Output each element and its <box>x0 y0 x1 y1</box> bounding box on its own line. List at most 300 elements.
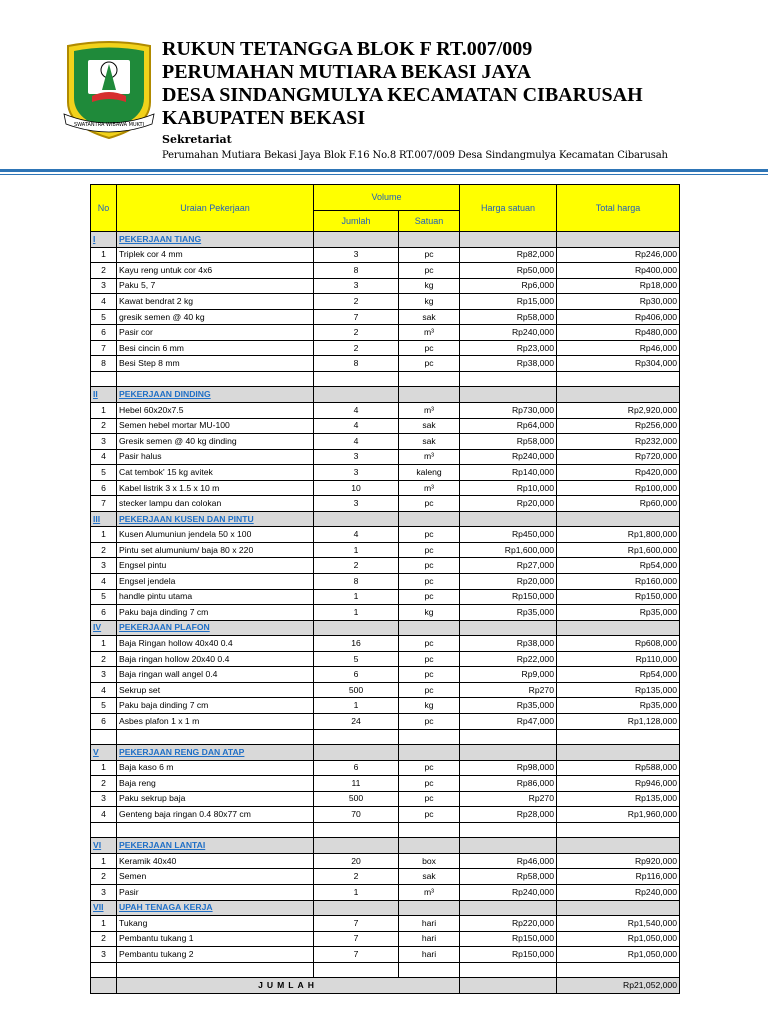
cell-total-harga: Rp720,000 <box>557 449 680 465</box>
cell-uraian: Semen hebel mortar MU-100 <box>117 418 314 434</box>
table-row <box>91 791 680 807</box>
cell-no: 2 <box>91 651 117 667</box>
cell-total-harga: Rp406,000 <box>557 309 680 325</box>
cell-uraian: Paku 5, 7 <box>117 278 314 294</box>
cell-jumlah: 8 <box>314 574 399 590</box>
table-row <box>91 869 680 885</box>
cell-uraian: Pembantu tukang 1 <box>117 931 314 947</box>
cell-no: 6 <box>91 325 117 341</box>
cell-satuan: kg <box>399 605 460 621</box>
table-row <box>91 853 680 869</box>
total-label: JUMLAH <box>117 978 460 994</box>
section-row <box>91 232 680 248</box>
cell-total-harga: Rp232,000 <box>557 434 680 450</box>
cell-harga-satuan: Rp35,000 <box>460 605 557 621</box>
cell-jumlah <box>314 838 399 854</box>
cell-total-harga: Rp150,000 <box>557 589 680 605</box>
cell-jumlah <box>314 371 399 387</box>
cell-total-harga: Rp256,000 <box>557 418 680 434</box>
cell-jumlah: 4 <box>314 434 399 450</box>
cell-total-harga: Rp18,000 <box>557 278 680 294</box>
cell-uraian: Semen <box>117 869 314 885</box>
table-row <box>91 667 680 683</box>
letterhead-title-line-3: DESA SINDANGMULYA KECAMATAN CIBARUSAH <box>162 84 643 106</box>
cell-harga-satuan: Rp730,000 <box>460 403 557 419</box>
cell-harga-satuan <box>460 232 557 248</box>
cell-total-harga: Rp1,600,000 <box>557 542 680 558</box>
cell-jumlah <box>314 511 399 527</box>
cell-jumlah: 70 <box>314 807 399 823</box>
cell-harga-satuan: Rp140,000 <box>460 465 557 481</box>
table-row <box>91 574 680 590</box>
cell-harga-satuan: Rp10,000 <box>460 480 557 496</box>
cell-harga-satuan: Rp240,000 <box>460 884 557 900</box>
svg-text:SWATANTRA WIBAWA MUKTI: SWATANTRA WIBAWA MUKTI <box>73 122 145 128</box>
cell-satuan <box>399 511 460 527</box>
cell-total-harga <box>557 900 680 916</box>
cell-jumlah <box>314 232 399 248</box>
cell-harga-satuan: Rp220,000 <box>460 916 557 932</box>
cell-satuan: hari <box>399 916 460 932</box>
cell-jumlah: 6 <box>314 760 399 776</box>
cell-harga-satuan: Rp240,000 <box>460 449 557 465</box>
total-row-no <box>91 978 117 994</box>
table-row <box>91 356 680 372</box>
cell-satuan: sak <box>399 434 460 450</box>
cell-total-harga: Rp946,000 <box>557 776 680 792</box>
cell-uraian: Sekrup set <box>117 682 314 698</box>
table-row <box>91 807 680 823</box>
cell-uraian: Besi Step 8 mm <box>117 356 314 372</box>
cell-satuan <box>399 962 460 978</box>
table-header-row <box>91 185 680 211</box>
table-row <box>91 480 680 496</box>
cell-satuan: kg <box>399 698 460 714</box>
table-row <box>91 340 680 356</box>
cell-satuan <box>399 729 460 745</box>
cell-harga-satuan: Rp450,000 <box>460 527 557 543</box>
section-number: V <box>91 745 117 761</box>
table-row <box>91 527 680 543</box>
cell-harga-satuan: Rp47,000 <box>460 713 557 729</box>
cell-uraian: Baja ringan wall angel 0.4 <box>117 667 314 683</box>
cell-total-harga <box>557 729 680 745</box>
cell-no: 2 <box>91 263 117 279</box>
table-row <box>91 263 680 279</box>
cell-uraian: Keramik 40x40 <box>117 853 314 869</box>
cell-satuan: pc <box>399 340 460 356</box>
cell-satuan: hari <box>399 931 460 947</box>
cell-harga-satuan <box>460 822 557 838</box>
cell-no: 2 <box>91 542 117 558</box>
cell-uraian <box>117 371 314 387</box>
cell-total-harga <box>557 232 680 248</box>
table-row <box>91 309 680 325</box>
bekasi-regency-emblem-icon <box>62 40 156 140</box>
cell-no: 6 <box>91 605 117 621</box>
cell-no <box>91 371 117 387</box>
table-row <box>91 465 680 481</box>
cell-no: 7 <box>91 496 117 512</box>
cell-no: 3 <box>91 947 117 963</box>
cell-satuan <box>399 620 460 636</box>
col-header-satuan: Satuan <box>399 211 460 232</box>
table-row <box>91 636 680 652</box>
cell-jumlah: 2 <box>314 558 399 574</box>
cell-harga-satuan: Rp38,000 <box>460 356 557 372</box>
cell-jumlah: 8 <box>314 356 399 372</box>
cell-total-harga <box>557 371 680 387</box>
cell-harga-satuan <box>460 838 557 854</box>
cell-total-harga: Rp1,540,000 <box>557 916 680 932</box>
cell-harga-satuan: Rp82,000 <box>460 247 557 263</box>
cell-uraian: Kawat bendrat 2 kg <box>117 294 314 310</box>
cell-no: 1 <box>91 527 117 543</box>
table-row <box>91 760 680 776</box>
cell-harga-satuan: Rp6,000 <box>460 278 557 294</box>
section-row <box>91 838 680 854</box>
cell-harga-satuan: Rp46,000 <box>460 853 557 869</box>
section-title: PEKERJAAN TIANG <box>117 232 314 248</box>
cell-uraian: Hebel 60x20x7.5 <box>117 403 314 419</box>
cell-total-harga <box>557 745 680 761</box>
cell-no: 4 <box>91 449 117 465</box>
section-row <box>91 745 680 761</box>
cell-no: 7 <box>91 340 117 356</box>
cell-total-harga: Rp588,000 <box>557 760 680 776</box>
cell-harga-satuan: Rp150,000 <box>460 947 557 963</box>
letterhead-rule-thin <box>0 174 768 175</box>
cell-jumlah: 24 <box>314 713 399 729</box>
col-header-uraian: Uraian Pekerjaan <box>117 185 314 232</box>
col-header-volume: Volume <box>314 185 460 211</box>
letterhead-address: Perumahan Mutiara Bekasi Jaya Blok F.16 No.8 RT.007/009 Desa Sindangmulya Kecamatan Cibarusah <box>162 150 668 161</box>
cell-jumlah: 3 <box>314 449 399 465</box>
cell-uraian: Tukang <box>117 916 314 932</box>
cell-satuan <box>399 745 460 761</box>
cell-no: 8 <box>91 356 117 372</box>
cell-uraian: Gresik semen @ 40 kg dinding <box>117 434 314 450</box>
cell-total-harga: Rp116,000 <box>557 869 680 885</box>
col-header-total-harga: Total harga <box>557 185 680 232</box>
cell-uraian: Pembantu tukang 2 <box>117 947 314 963</box>
section-title: PEKERJAAN RENG DAN ATAP <box>117 745 314 761</box>
table-row <box>91 713 680 729</box>
cell-uraian: Kayu reng untuk cor 4x6 <box>117 263 314 279</box>
cell-no: 3 <box>91 558 117 574</box>
cell-jumlah: 16 <box>314 636 399 652</box>
cell-no: 5 <box>91 309 117 325</box>
section-number: I <box>91 232 117 248</box>
cell-uraian: Pasir <box>117 884 314 900</box>
cell-uraian <box>117 962 314 978</box>
cell-satuan <box>399 838 460 854</box>
cell-uraian: Kusen Alumuniun jendela 50 x 100 <box>117 527 314 543</box>
letterhead-subtitle: Sekretariat <box>162 133 232 146</box>
table-row <box>91 403 680 419</box>
cell-total-harga <box>557 511 680 527</box>
section-title: PEKERJAAN LANTAI <box>117 838 314 854</box>
cell-satuan: pc <box>399 807 460 823</box>
table-row <box>91 916 680 932</box>
cell-satuan: m³ <box>399 403 460 419</box>
cell-no <box>91 962 117 978</box>
cell-total-harga: Rp1,960,000 <box>557 807 680 823</box>
cell-no: 1 <box>91 853 117 869</box>
cell-satuan: m³ <box>399 325 460 341</box>
cell-jumlah: 1 <box>314 605 399 621</box>
blank-row <box>91 729 680 745</box>
cell-satuan: m³ <box>399 480 460 496</box>
section-number: IV <box>91 620 117 636</box>
cell-uraian: Kabel listrik 3 x 1.5 x 10 m <box>117 480 314 496</box>
cell-harga-satuan: Rp9,000 <box>460 667 557 683</box>
cell-no: 3 <box>91 278 117 294</box>
cell-total-harga: Rp246,000 <box>557 247 680 263</box>
cell-uraian: Asbes plafon 1 x 1 m <box>117 713 314 729</box>
col-header-harga-satuan: Harga satuan <box>460 185 557 232</box>
col-header-jumlah: Jumlah <box>314 211 399 232</box>
cell-jumlah <box>314 729 399 745</box>
table-row <box>91 434 680 450</box>
cell-satuan: pc <box>399 760 460 776</box>
cell-harga-satuan: Rp38,000 <box>460 636 557 652</box>
cell-no: 3 <box>91 434 117 450</box>
cell-total-harga: Rp100,000 <box>557 480 680 496</box>
cell-total-harga: Rp46,000 <box>557 340 680 356</box>
cell-no: 1 <box>91 247 117 263</box>
table-row <box>91 884 680 900</box>
cell-harga-satuan: Rp20,000 <box>460 574 557 590</box>
table-row <box>91 682 680 698</box>
section-title: UPAH TENAGA KERJA <box>117 900 314 916</box>
cell-no: 2 <box>91 931 117 947</box>
total-row <box>91 978 680 994</box>
cell-jumlah: 3 <box>314 247 399 263</box>
cell-harga-satuan <box>460 620 557 636</box>
cell-uraian: Baja reng <box>117 776 314 792</box>
cell-total-harga <box>557 838 680 854</box>
cell-no: 1 <box>91 916 117 932</box>
cell-jumlah: 500 <box>314 682 399 698</box>
table-row <box>91 589 680 605</box>
cell-no <box>91 729 117 745</box>
table-row <box>91 558 680 574</box>
cell-satuan: pc <box>399 651 460 667</box>
cell-harga-satuan <box>460 387 557 403</box>
cell-jumlah: 3 <box>314 496 399 512</box>
cell-uraian: Paku sekrup baja <box>117 791 314 807</box>
cell-harga-satuan: Rp50,000 <box>460 263 557 279</box>
cell-no <box>91 822 117 838</box>
cell-harga-satuan <box>460 962 557 978</box>
cell-harga-satuan: Rp240,000 <box>460 325 557 341</box>
cell-harga-satuan: Rp27,000 <box>460 558 557 574</box>
grand-total: Rp21,052,000 <box>557 978 680 994</box>
cell-jumlah: 2 <box>314 294 399 310</box>
cell-jumlah <box>314 962 399 978</box>
cell-satuan: kg <box>399 278 460 294</box>
cell-no: 2 <box>91 869 117 885</box>
section-title: PEKERJAAN PLAFON <box>117 620 314 636</box>
cell-total-harga: Rp54,000 <box>557 558 680 574</box>
cell-jumlah: 4 <box>314 418 399 434</box>
cell-harga-satuan: Rp15,000 <box>460 294 557 310</box>
cell-satuan: pc <box>399 667 460 683</box>
cell-harga-satuan: Rp23,000 <box>460 340 557 356</box>
cell-jumlah: 4 <box>314 403 399 419</box>
cell-total-harga <box>557 387 680 403</box>
cell-total-harga: Rp304,000 <box>557 356 680 372</box>
cell-uraian <box>117 822 314 838</box>
cell-uraian: Paku baja dinding 7 cm <box>117 698 314 714</box>
table-row <box>91 449 680 465</box>
col-header-no: No <box>91 185 117 232</box>
cell-harga-satuan: Rp58,000 <box>460 869 557 885</box>
cell-uraian: Genteng baja ringan 0.4 80x77 cm <box>117 807 314 823</box>
cell-harga-satuan <box>460 371 557 387</box>
cell-harga-satuan <box>460 511 557 527</box>
cell-total-harga: Rp920,000 <box>557 853 680 869</box>
cell-harga-satuan: Rp58,000 <box>460 434 557 450</box>
cell-uraian: Engsel jendela <box>117 574 314 590</box>
blank-row <box>91 371 680 387</box>
table-row <box>91 947 680 963</box>
cell-no: 4 <box>91 294 117 310</box>
cell-total-harga: Rp54,000 <box>557 667 680 683</box>
section-row <box>91 900 680 916</box>
letterhead-rule-thick <box>0 169 768 172</box>
section-number: II <box>91 387 117 403</box>
cell-total-harga: Rp135,000 <box>557 682 680 698</box>
table-row <box>91 605 680 621</box>
cell-satuan: m³ <box>399 449 460 465</box>
table-row <box>91 278 680 294</box>
cell-satuan: pc <box>399 776 460 792</box>
letterhead-title-line-2: PERUMAHAN MUTIARA BEKASI JAYA <box>162 61 532 83</box>
cell-harga-satuan: Rp1,600,000 <box>460 542 557 558</box>
table-row <box>91 418 680 434</box>
cell-jumlah <box>314 745 399 761</box>
cell-total-harga <box>557 822 680 838</box>
cell-total-harga: Rp1,050,000 <box>557 947 680 963</box>
cell-satuan: pc <box>399 527 460 543</box>
cell-no: 1 <box>91 403 117 419</box>
cell-satuan: pc <box>399 558 460 574</box>
cell-harga-satuan <box>460 900 557 916</box>
section-number: III <box>91 511 117 527</box>
cell-harga-satuan: Rp98,000 <box>460 760 557 776</box>
cell-satuan: kg <box>399 294 460 310</box>
cell-satuan: pc <box>399 713 460 729</box>
cell-total-harga <box>557 962 680 978</box>
cell-uraian: stecker lampu dan colokan <box>117 496 314 512</box>
cell-no: 4 <box>91 682 117 698</box>
table-row <box>91 698 680 714</box>
cell-no: 4 <box>91 574 117 590</box>
cell-total-harga: Rp420,000 <box>557 465 680 481</box>
table-row <box>91 325 680 341</box>
cell-harga-satuan: Rp86,000 <box>460 776 557 792</box>
cell-jumlah: 500 <box>314 791 399 807</box>
cell-satuan: pc <box>399 542 460 558</box>
cell-uraian: Besi cincin 6 mm <box>117 340 314 356</box>
cell-harga-satuan <box>460 729 557 745</box>
cell-jumlah: 7 <box>314 947 399 963</box>
cell-total-harga: Rp480,000 <box>557 325 680 341</box>
cell-harga-satuan <box>460 745 557 761</box>
cell-no: 1 <box>91 760 117 776</box>
section-row <box>91 620 680 636</box>
cell-satuan <box>399 387 460 403</box>
cell-no: 2 <box>91 418 117 434</box>
cell-satuan <box>399 900 460 916</box>
cell-jumlah: 7 <box>314 931 399 947</box>
cell-satuan: pc <box>399 247 460 263</box>
cell-satuan <box>399 822 460 838</box>
cell-jumlah: 7 <box>314 309 399 325</box>
cell-no: 5 <box>91 465 117 481</box>
section-row <box>91 387 680 403</box>
table-row <box>91 247 680 263</box>
cell-uraian: Pintu set alumunium/ baja 80 x 220 <box>117 542 314 558</box>
cell-harga-satuan: Rp150,000 <box>460 589 557 605</box>
table-row <box>91 651 680 667</box>
cell-harga-satuan: Rp58,000 <box>460 309 557 325</box>
cell-no: 3 <box>91 667 117 683</box>
cell-jumlah: 1 <box>314 542 399 558</box>
cell-jumlah <box>314 387 399 403</box>
cell-harga-satuan: Rp150,000 <box>460 931 557 947</box>
cell-jumlah: 2 <box>314 325 399 341</box>
total-row-price <box>460 978 557 994</box>
cell-uraian: Cat tembok' 15 kg avitek <box>117 465 314 481</box>
cell-harga-satuan: Rp64,000 <box>460 418 557 434</box>
cell-no: 5 <box>91 698 117 714</box>
cell-no: 2 <box>91 776 117 792</box>
cell-no: 6 <box>91 713 117 729</box>
cell-satuan: hari <box>399 947 460 963</box>
cell-no: 3 <box>91 791 117 807</box>
blank-row <box>91 962 680 978</box>
cell-uraian: Paku baja dinding 7 cm <box>117 605 314 621</box>
cell-total-harga: Rp135,000 <box>557 791 680 807</box>
cell-uraian: handle pintu utama <box>117 589 314 605</box>
cell-satuan: pc <box>399 356 460 372</box>
cell-satuan: pc <box>399 496 460 512</box>
cell-satuan: pc <box>399 636 460 652</box>
cell-jumlah: 1 <box>314 698 399 714</box>
cell-jumlah: 2 <box>314 869 399 885</box>
cell-satuan: pc <box>399 682 460 698</box>
cell-harga-satuan: Rp35,000 <box>460 698 557 714</box>
cell-harga-satuan: Rp20,000 <box>460 496 557 512</box>
cell-uraian: Baja ringan hollow 20x40 0.4 <box>117 651 314 667</box>
cell-harga-satuan: Rp270 <box>460 682 557 698</box>
cell-total-harga: Rp35,000 <box>557 605 680 621</box>
cell-satuan: pc <box>399 263 460 279</box>
cell-total-harga: Rp1,050,000 <box>557 931 680 947</box>
cell-uraian <box>117 729 314 745</box>
cell-total-harga: Rp30,000 <box>557 294 680 310</box>
cell-jumlah: 6 <box>314 667 399 683</box>
cell-uraian: Pasir halus <box>117 449 314 465</box>
cell-total-harga: Rp160,000 <box>557 574 680 590</box>
cell-jumlah: 3 <box>314 278 399 294</box>
cell-jumlah: 1 <box>314 589 399 605</box>
cell-total-harga: Rp1,800,000 <box>557 527 680 543</box>
cell-satuan: sak <box>399 869 460 885</box>
